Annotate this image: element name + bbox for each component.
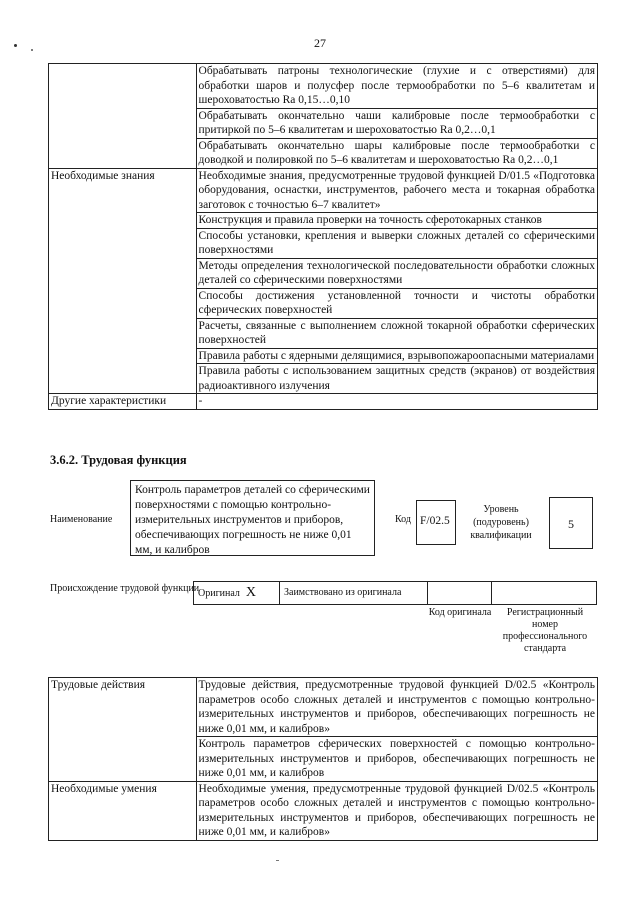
original-cell (194, 582, 280, 604)
skills-knowledge-table (48, 63, 598, 410)
reg-caption: Регистрационный номер профессионального стандарта (502, 607, 588, 654)
row-text: Способы установки, крепления и выверки сложных деталей со сферическими поверхностями (196, 228, 597, 258)
row-text: Контроль параметров сферических поверхностей с помощью контрольно-измерительных инструментов и приборов, обеспечивающих погрешность не ниже 0,01 мм, и калибров (196, 737, 597, 782)
row-text: Необходимые умения, предусмотренные трудовой функцией D/02.5 «Контроль параметров особо сложных деталей и инструментов с помощью контрольно-измерительных инструментов и приборов, обеспечивающих погрешность не ниже 0,01 мм, и калибров» (196, 781, 597, 840)
origin-code-cell (428, 582, 492, 604)
section-heading: 3.6.2. Трудовая функция (50, 453, 187, 467)
code-label: Код (395, 514, 411, 525)
row-label (49, 64, 197, 169)
row-text: - (196, 394, 597, 410)
row-text: Обрабатывать окончательно шары калибровые после термообработки с доводкой и полировкой по 5–6 квалитетам и шероховатостью Ra 0,2…0,1 (196, 138, 597, 168)
row-text: Способы достижения установленной точности и чистоты обработки сферических поверхностей (196, 288, 597, 318)
row-text: Обрабатывать окончательно чаши калибровые после термообработки с притиркой по 5–6 квалитетам и шероховатостью Ra 0,2…0,1 (196, 108, 597, 138)
row-text: Расчеты, связанные с выполнением сложной токарной обработки сферических поверхностей (196, 318, 597, 348)
actions-skills-table (48, 677, 598, 841)
row-text: Методы определения технологической последовательности обработки сложных деталей со сферическими поверхностями (196, 258, 597, 288)
row-label: Трудовые действия (49, 678, 197, 782)
code-caption: Код оригинала (428, 607, 492, 618)
scan-speck (276, 860, 279, 861)
row-text: Конструкция и правила проверки на точность сферотокарных станков (196, 213, 597, 229)
table-row (49, 64, 598, 109)
qualification-level-box: 5 (549, 497, 593, 549)
function-code-box: F/02.5 (416, 500, 456, 545)
name-label: Наименование (50, 514, 113, 525)
row-text: Обрабатывать патроны технологические (глухие и с отверстиями) для обработки шаров и полусфер после термообработки по 5–6 квалитетам и шероховатостью Ra 0,15…0,10 (196, 64, 597, 109)
row-text: Необходимые знания, предусмотренные трудовой функцией D/01.5 «Подготовка оборудования, оснастки, инструментов, рабочего места и токарная обработка заготовок с точностью 6–7 квалитет» (196, 168, 597, 213)
row-text: Трудовые действия, предусмотренные трудовой функцией D/02.5 «Контроль параметров особо сложных деталей и инструментов с помощью контрольно-измерительных инструментов и приборов, обеспечивающих погрешность не ниже 0,01 мм, и калибров» (196, 678, 597, 737)
origin-label: Происхождение трудовой функции (50, 583, 200, 594)
table-row (49, 168, 598, 213)
borrowed-cell: Заимствовано из оригинала (280, 582, 428, 604)
row-text: Правила работы с ядерными делящимися, взрывопожароопасными материалами (196, 348, 597, 364)
reg-number-cell (492, 582, 596, 604)
row-label: Другие характеристики (49, 394, 197, 410)
original-mark: X (245, 585, 257, 600)
table-row (49, 394, 598, 410)
page-number: 27 (314, 36, 326, 50)
table-row (49, 678, 598, 737)
qualification-level-label: Уровень (подуровень) квалификации (470, 504, 532, 541)
row-label: Необходимые знания (49, 168, 197, 394)
original-label: Оригинал (198, 588, 240, 599)
row-label: Необходимые умения (49, 781, 197, 840)
origin-row (193, 581, 597, 605)
table-row (49, 781, 598, 840)
function-name-box: Контроль параметров деталей со сферическими поверхностями с помощью контрольно-измерительных инструментов и приборов, обеспечивающих погрешность не ниже 0,01 мм, и калибров (130, 480, 375, 556)
row-text: Правила работы с использованием защитных средств (экранов) от воздействия радиоактивного излучения (196, 364, 597, 394)
